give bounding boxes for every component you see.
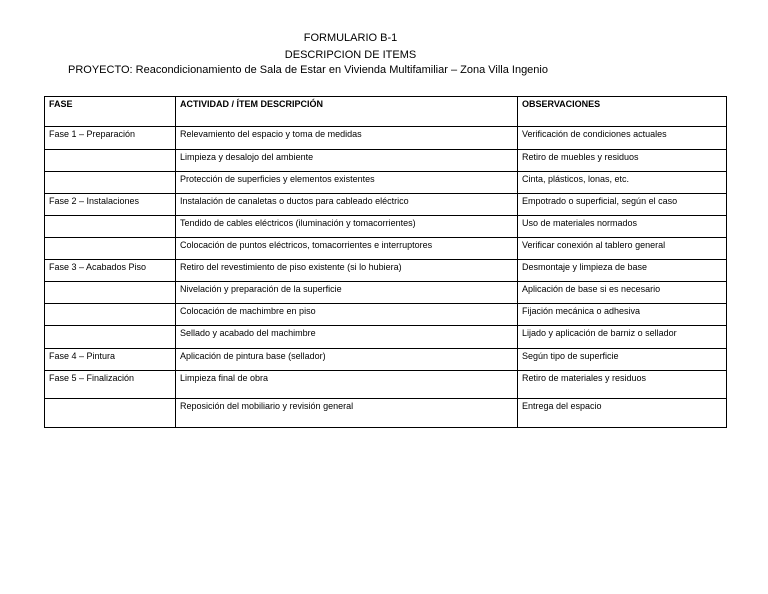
cell-actividad: Aplicación de pintura base (sellador): [176, 349, 518, 371]
cell-observaciones: Verificar conexión al tablero general: [518, 238, 727, 260]
cell-fase: [45, 282, 176, 304]
cell-fase: [45, 399, 176, 428]
cell-observaciones: Uso de materiales normados: [518, 216, 727, 238]
table-row: [45, 216, 727, 238]
cell-actividad: Instalación de canaletas o ductos para cableado eléctrico: [176, 194, 518, 216]
table-row: [45, 127, 727, 150]
table-row: [45, 349, 727, 371]
cell-observaciones: Fijación mecánica o adhesiva: [518, 304, 727, 326]
table-row: [45, 150, 727, 172]
table-row: [45, 194, 727, 216]
table-row: [45, 172, 727, 194]
cell-observaciones: Lijado y aplicación de barniz o sellador: [518, 326, 727, 349]
cell-actividad: Limpieza y desalojo del ambiente: [176, 150, 518, 172]
cell-observaciones: Empotrado o superficial, según el caso: [518, 194, 727, 216]
cell-observaciones: Aplicación de base si es necesario: [518, 282, 727, 304]
table-row: [45, 326, 727, 349]
cell-observaciones: Desmontaje y limpieza de base: [518, 260, 727, 282]
cell-actividad: Tendido de cables eléctricos (iluminación y tomacorrientes): [176, 216, 518, 238]
cell-actividad: Relevamiento del espacio y toma de medidas: [176, 127, 518, 150]
cell-fase: [45, 238, 176, 260]
cell-fase: Fase 4 – Pintura: [45, 349, 176, 371]
form-subtitle: DESCRIPCION DE ITEMS: [284, 49, 417, 61]
cell-fase: [45, 216, 176, 238]
cell-actividad: Reposición del mobiliario y revisión general: [176, 399, 518, 428]
table-row: [45, 238, 727, 260]
table-row: [45, 399, 727, 428]
cell-fase: Fase 5 – Finalización: [45, 371, 176, 399]
cell-fase: [45, 172, 176, 194]
cell-fase: [45, 326, 176, 349]
cell-observaciones: Retiro de materiales y residuos: [518, 371, 727, 399]
header-observaciones: OBSERVACIONES: [518, 97, 727, 127]
table-row: [45, 371, 727, 399]
project-line: PROYECTO: Reacondicionamiento de Sala de Estar en Vivienda Multifamiliar – Zona Villa Ingenio: [68, 64, 548, 76]
cell-actividad: Sellado y acabado del machimbre: [176, 326, 518, 349]
cell-fase: Fase 1 – Preparación: [45, 127, 176, 150]
cell-fase: Fase 2 – Instalaciones: [45, 194, 176, 216]
cell-actividad: Colocación de machimbre en piso: [176, 304, 518, 326]
cell-observaciones: Según tipo de superficie: [518, 349, 727, 371]
items-table: [44, 96, 727, 428]
cell-fase: [45, 304, 176, 326]
header-actividad: ACTIVIDAD / ÍTEM DESCRIPCIÓN: [176, 97, 518, 127]
cell-fase: [45, 150, 176, 172]
cell-observaciones: Cinta, plásticos, lonas, etc.: [518, 172, 727, 194]
cell-observaciones: Retiro de muebles y residuos: [518, 150, 727, 172]
table-row: [45, 282, 727, 304]
header-row: [45, 97, 727, 127]
form-title: FORMULARIO B-1: [303, 32, 398, 44]
cell-observaciones: Entrega del espacio: [518, 399, 727, 428]
cell-fase: Fase 3 – Acabados Piso: [45, 260, 176, 282]
table-row: [45, 260, 727, 282]
table-row: [45, 304, 727, 326]
cell-actividad: Nivelación y preparación de la superficie: [176, 282, 518, 304]
cell-actividad: Colocación de puntos eléctricos, tomacorrientes e interruptores: [176, 238, 518, 260]
cell-actividad: Retiro del revestimiento de piso existente (si lo hubiera): [176, 260, 518, 282]
cell-observaciones: Verificación de condiciones actuales: [518, 127, 727, 150]
header-fase: FASE: [45, 97, 176, 127]
cell-actividad: Protección de superficies y elementos existentes: [176, 172, 518, 194]
cell-actividad: Limpieza final de obra: [176, 371, 518, 399]
